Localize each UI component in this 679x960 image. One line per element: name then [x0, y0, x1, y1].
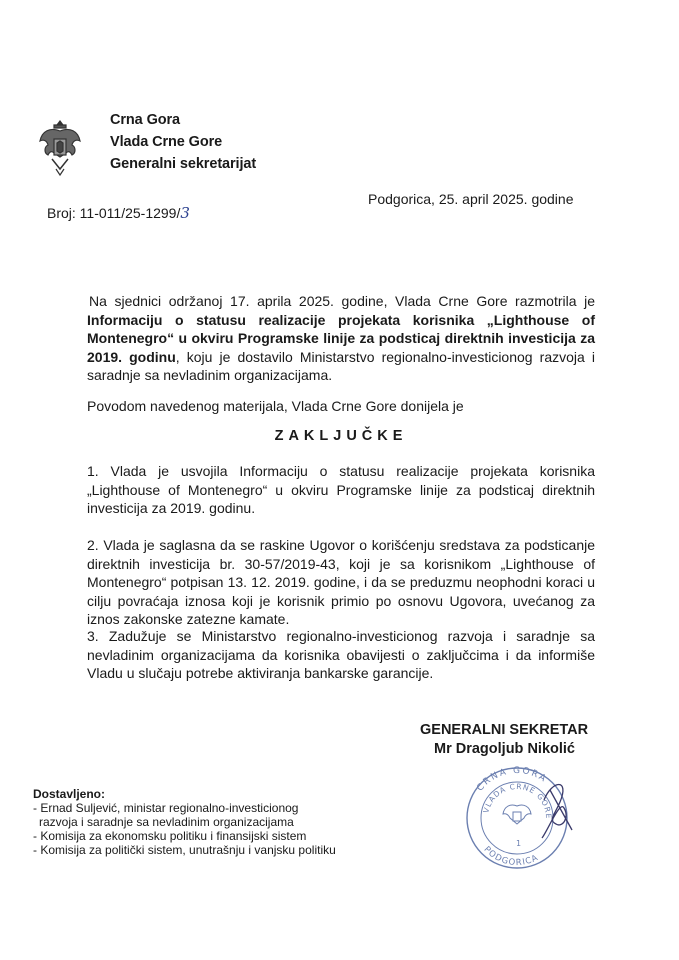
distribution-item: - Komisija za ekonomsku politiku i finansijski sistem — [33, 829, 307, 843]
intro-text-start: Na sjednici održanoj 17. aprila 2025. godine, Vlada Crne Gore razmotrila je — [89, 293, 595, 309]
distribution-item-continued: razvoja i saradnje sa nevladinim organizacijama — [39, 815, 294, 829]
intro-bold-title: Informaciju o statusu realizacije projekata korisnika „Lighthouse of Montenegro“ u okviru Programske linije za podsticaj direktnih investicija za 2019. godinu — [87, 311, 595, 365]
header-secretariat: Generalni sekretarijat — [110, 156, 257, 172]
official-stamp — [452, 760, 582, 870]
reference-number — [47, 204, 190, 222]
signature-role: GENERALNI SEKRETAR — [420, 722, 589, 738]
intro-text-end: , koju je dostavilo Ministarstvo regionalno-investicionog razvoja i saradnje sa nevladinim organizacijama. — [87, 348, 595, 383]
intro-decision: Povodom navedenog materijala, Vlada Crne Gore donijela je — [87, 398, 464, 414]
distribution-item: - Ernad Suljević, ministar regionalno-investicionog — [33, 801, 299, 815]
header-government: Vlada Crne Gore — [110, 134, 223, 150]
intro-paragraph — [87, 292, 595, 385]
conclusions-title: ZAKLJUČKE — [274, 428, 408, 444]
stamp-bottom-text: PODGORICA — [481, 844, 541, 869]
stamp-inner-text: VLADA CRNE GORE — [481, 781, 554, 820]
conclusion-2: 2. Vlada je saglasna da se raskine Ugovor o korišćenju sredstava za podsticanje direktnih investicija br. 30-57/2019-43, koji je sa korisnikom „Lighthouse of Montenegro“ potpisan 13. 12. 2019. godine, i da se preduzmu neophodni koraci u cilju povraćaja iznosa koji je korisnik primio po osnovu Ugovora, uvećanog za iznos zakonske zatezne kamate. — [87, 537, 595, 627]
handwritten-number: 3 — [180, 204, 190, 222]
reference-number-text: Broj: 11-011/25-1299/ — [47, 205, 181, 221]
svg-text:VLADA CRNE GORE — [481, 782, 553, 820]
header-country: Crna Gora — [110, 112, 181, 128]
coat-of-arms-icon — [38, 117, 82, 179]
distribution-list — [33, 787, 336, 857]
conclusion-3: 3. Zadužuje se Ministarstvo regionalno-investicionog razvoja i saradnje sa nevladinim organizacijama da korisnika obavijesti o zaključcima i da informiše Vladu u slučaju potrebe aktiviranja bankarske garancije. — [87, 628, 595, 681]
stamp-top-text: CRNA GORA — [475, 765, 549, 794]
distribution-heading: Dostavljeno: — [33, 787, 106, 801]
place-date: Podgorica, 25. april 2025. godine — [368, 191, 574, 207]
conclusion-1: 1. Vlada je usvojila Informaciju o statusu realizacije projekata korisnika „Lighthouse of Montenegro“ u okviru Programske linije za podsticaj direktnih investicija za 2019. godinu. — [87, 463, 595, 516]
stamp-number: 1 — [516, 839, 522, 848]
signature-name: Mr Dragoljub Nikolić — [434, 741, 575, 757]
svg-text:PODGORICA — [482, 845, 541, 868]
distribution-item: - Komisija za politički sistem, unutrašnju i vanjsku politiku — [33, 843, 336, 857]
stamp-crest-icon — [503, 805, 531, 824]
